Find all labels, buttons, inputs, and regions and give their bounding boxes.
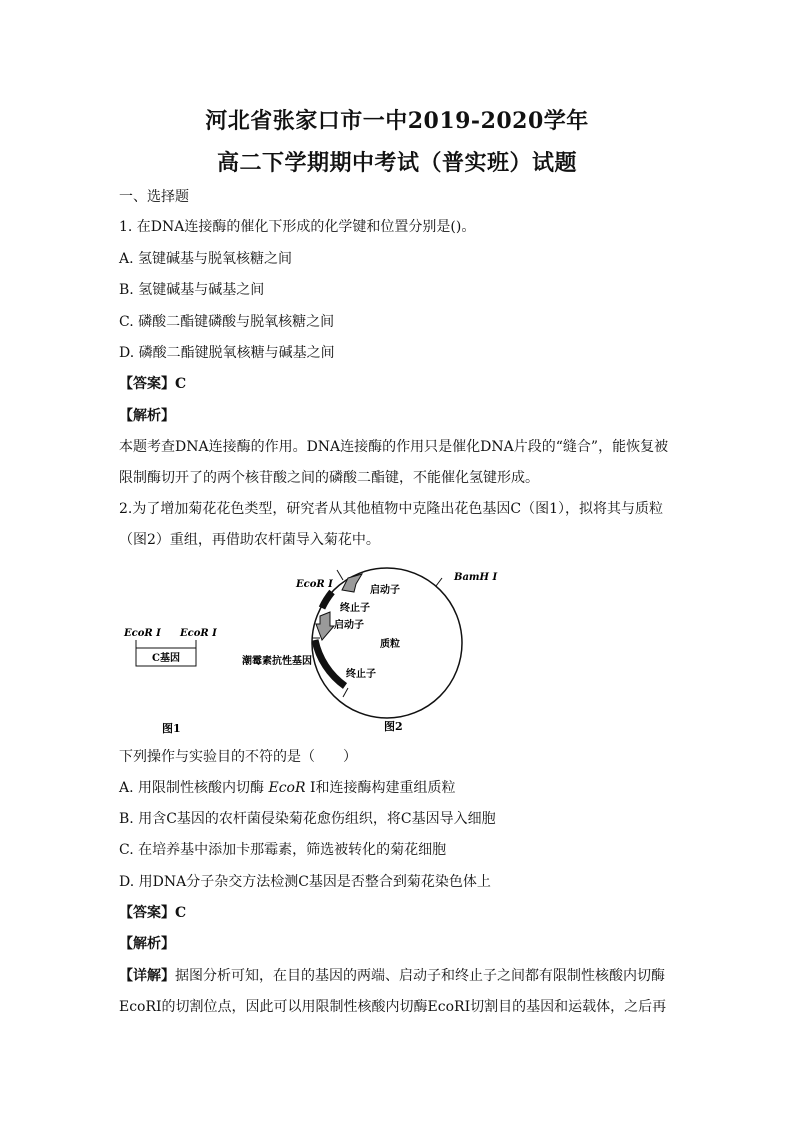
q2-detail-line1 xyxy=(119,965,679,987)
q2-question: 下列操作与实验目的不符的是（ ） xyxy=(119,749,357,765)
q1-option-b: B. 氢键碱基与碱基之间 xyxy=(119,282,265,298)
fig1-ecori-right: EcoR Ⅰ xyxy=(180,628,217,639)
promoter-arrow-2 xyxy=(316,612,334,640)
fig2-caption: 图2 xyxy=(384,720,403,733)
figure-1 xyxy=(123,628,217,735)
q1-stem: 1. 在DNA连接酶的催化下形成的化学键和位置分别是()。 xyxy=(119,219,476,235)
q2-option-c: C. 在培养基中添加卡那霉素，筛选被转化的菊花细胞 xyxy=(119,842,447,858)
resistance-gene-block xyxy=(315,640,345,686)
q1-answer: 【答案】C xyxy=(119,376,187,392)
fig2-terminator1-label: 终止子 xyxy=(340,603,370,614)
q1-option-c: C. 磷酸二酯键磷酸与脱氧核糖之间 xyxy=(119,314,335,330)
q2-option-b: B. 用含C基因的农杆菌侵染菊花愈伤组织，将C基因导入细胞 xyxy=(119,811,496,827)
fig2-promoter1-label: 启动子 xyxy=(370,585,400,596)
q2-option-d: D. 用DNA分子杂交方法检测C基因是否整合到菊花染色体上 xyxy=(119,874,491,890)
q2-stem-line2: （图2）重组，再借助农杆菌导入菊花中。 xyxy=(119,532,380,548)
q1-analysis-line1: 本题考查DNA连接酶的作用。DNA连接酶的作用只是催化DNA片段的“缝合”，能恢复被 xyxy=(119,439,669,455)
fig2-promoter2-label: 启动子 xyxy=(334,620,364,631)
terminator-block-1 xyxy=(322,592,332,608)
section-heading: 一、选择题 xyxy=(119,189,189,205)
q1-option-d: D. 磷酸二酯键脱氧核糖与碱基之间 xyxy=(119,345,335,361)
fig2-ecori-label: EcoR Ⅰ xyxy=(296,579,333,590)
promoter-arrow-1 xyxy=(342,574,362,592)
q2-option-a-post: I和连接酶构建重组质粒 xyxy=(305,780,456,796)
document-title-line1: 河北省张家口市一中2019-2020学年 xyxy=(205,108,589,134)
q2-detail-line2: EcoRⅠ的切割位点，因此可以用限制性核酸内切酶EcoRⅠ切割目的基因和运载体，之后再 xyxy=(119,999,667,1015)
fig2-bamhi-label: BamH Ⅰ xyxy=(454,572,498,583)
fig1-ecori-left: EcoR Ⅰ xyxy=(124,628,161,639)
fig2-plasmid-label: 质粒 xyxy=(380,639,400,650)
q2-option-a xyxy=(119,777,679,799)
q2-figures xyxy=(0,560,794,740)
q1-option-a: A. 氢键碱基与脱氧核糖之间 xyxy=(119,251,293,267)
fig1-c-gene-label: C基因 xyxy=(152,653,180,664)
figure-2 xyxy=(241,568,497,733)
q1-analysis-line2: 限制酶切开了的两个核苷酸之间的磷酸二酯键，不能催化氢键形成。 xyxy=(119,470,539,486)
fig2-terminator2-label: 终止子 xyxy=(346,669,376,680)
q1-analysis-label: 【解析】 xyxy=(119,408,175,424)
q2-detail-label: 【详解】 xyxy=(119,968,175,984)
q2-answer: 【答案】C xyxy=(119,905,187,921)
fig2-resistance-label: 潮霉素抗性基因 xyxy=(242,656,312,667)
q2-detail-text1: 据图分析可知，在目的基因的两端、启动子和终止子之间都有限制性核酸内切酶 xyxy=(175,968,665,984)
q2-option-a-enzyme: EcoR xyxy=(268,780,306,796)
q2-analysis-label: 【解析】 xyxy=(119,936,175,952)
q2-option-a-pre: A. 用限制性核酸内切酶 xyxy=(119,780,269,796)
document-title-line2: 高二下学期期中考试（普实班）试题 xyxy=(216,150,577,176)
fig1-caption: 图1 xyxy=(162,722,181,735)
q2-stem-line1: 2.为了增加菊花花色类型，研究者从其他植物中克隆出花色基因C（图1），拟将其与质粒 xyxy=(119,501,663,517)
